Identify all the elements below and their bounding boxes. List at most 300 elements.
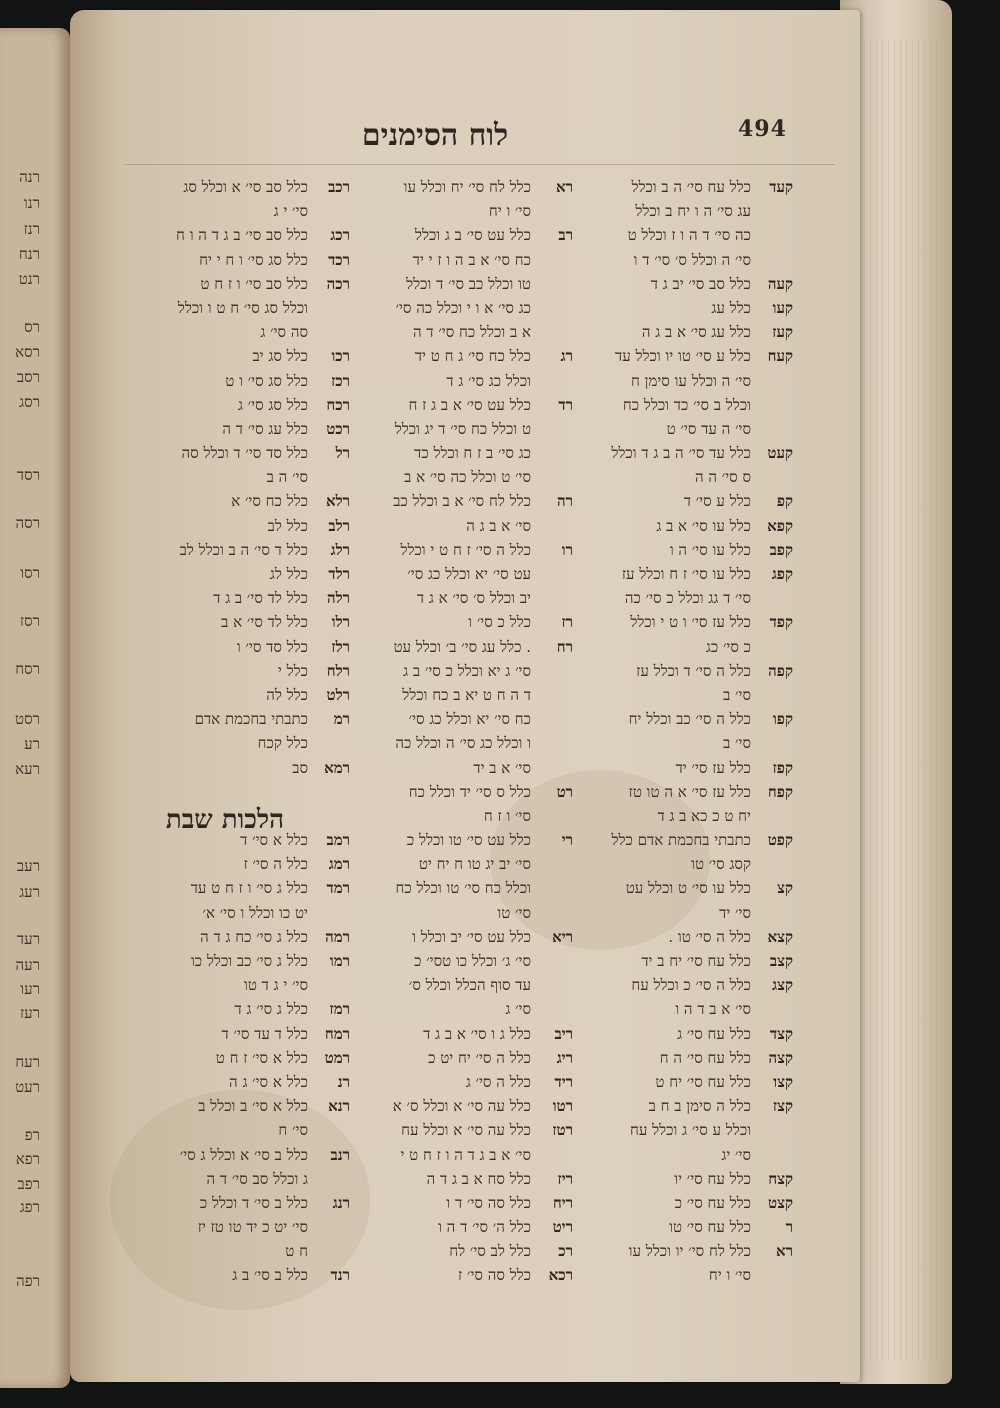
siman-label: רלז	[331, 637, 350, 656]
left-page-fragment: רע	[24, 735, 40, 753]
reference-text: כח סי׳ א ב ה ו ז י יד	[412, 250, 531, 269]
index-row	[333, 393, 573, 417]
index-row	[553, 1143, 793, 1167]
index-row	[333, 1046, 573, 1070]
index-row	[333, 1215, 573, 1239]
reference-text: סב	[292, 758, 308, 777]
siman-label: רמד	[326, 879, 350, 898]
reference-text: סי׳ ח	[278, 1121, 308, 1140]
left-page-fragment: רפ	[24, 1126, 40, 1144]
reference-text: כלל ה׳ סי׳ ד ה ו	[438, 1218, 531, 1237]
siman-label: רמח	[324, 1024, 350, 1043]
left-page-fragment: רעד	[16, 930, 40, 948]
siman-label: רנ	[337, 1072, 350, 1091]
reference-text: ו וכלל כג סי׳ ה וכלל כה	[395, 734, 531, 753]
index-row	[333, 1022, 573, 1046]
reference-text: כלל עו סי׳ א ב ג	[656, 516, 751, 535]
reference-text: כ סי׳ כג	[705, 637, 751, 656]
reference-text: כג סי׳ ב ז ח וכלל כד	[414, 444, 531, 463]
reference-text: כלל ע סי׳ טו יו וכלל עד	[615, 347, 751, 366]
siman-label: קפט	[767, 831, 793, 850]
siman-label: קצט	[768, 1193, 793, 1212]
index-row	[553, 973, 793, 997]
index-row	[333, 1191, 573, 1215]
siman-label: קפה	[768, 661, 793, 680]
index-row	[553, 344, 793, 368]
reference-text: כלל עה סי׳ א וכלל עח	[401, 1121, 531, 1140]
reference-text: וכלל ע סי׳ ג וכלל עח	[630, 1121, 751, 1140]
reference-text: כלל ע סי׳ ד	[683, 492, 751, 511]
index-row	[333, 973, 573, 997]
index-row	[110, 272, 350, 296]
page-number: 494	[738, 116, 787, 142]
index-row	[553, 852, 793, 876]
siman-label: קעט	[767, 444, 793, 463]
reference-text: כלל עז סי׳ א ה טו טז	[628, 782, 751, 801]
reference-text: כלל סב סי׳ יב ג ד	[650, 274, 751, 293]
reference-text: כלל עט סי׳ יב וכלל ו	[412, 927, 531, 946]
index-row	[553, 272, 793, 296]
siman-label: קצה	[768, 1048, 793, 1067]
reference-text: כלל כח סי׳ א	[231, 492, 308, 511]
siman-label: רל	[335, 444, 350, 463]
reference-text: כלל עח סי׳ יו	[674, 1169, 751, 1188]
index-row	[333, 1070, 573, 1094]
siman-label: רא	[556, 178, 573, 196]
siman-label: רז	[561, 613, 573, 632]
index-row	[553, 635, 793, 659]
reference-text: כלל עו סי׳ ז ח וכלל עז	[621, 565, 751, 583]
siman-label: קפז	[772, 758, 793, 777]
index-row	[110, 1046, 350, 1070]
index-row	[333, 199, 573, 223]
index-row	[553, 683, 793, 707]
index-row	[553, 1070, 793, 1094]
reference-text: סי׳ ב	[723, 685, 751, 704]
left-page-fragment: רסח	[15, 660, 40, 678]
index-row	[333, 296, 573, 320]
left-page	[0, 28, 70, 1388]
reference-text: כלל ג סי׳ כח ג ד ה	[200, 927, 308, 946]
reference-text: סי׳ ג	[505, 1000, 531, 1019]
reference-text: כלל לב סי׳ לח	[449, 1242, 531, 1261]
reference-text: כלל ה סי׳ טו .	[668, 927, 751, 946]
reference-text: כלל ה סי׳ ג	[465, 1072, 531, 1091]
index-row	[553, 731, 793, 755]
reference-text: כלל עח סי׳ ה ב וכלל	[631, 178, 751, 196]
reference-text: . כלל עג סי׳ ב׳ וכלל עט	[393, 637, 531, 656]
siman-label: רטו	[552, 1097, 573, 1116]
siman-label: רטז	[552, 1121, 573, 1140]
reference-text: ס סי׳ ה ה	[694, 468, 751, 487]
index-row	[553, 1239, 793, 1263]
index-row	[333, 562, 573, 586]
index-row	[110, 369, 350, 393]
index-row	[110, 925, 350, 949]
reference-text: סי׳ יב יג טו ח יח יט	[418, 855, 531, 874]
left-page-fragment: רנט	[18, 270, 40, 288]
index-row	[553, 756, 793, 780]
siman-label: רנד	[330, 1266, 350, 1285]
left-page-fragment: רעו	[20, 980, 40, 998]
left-page-fragment: רעז	[19, 1004, 40, 1022]
siman-label: ריח	[552, 1193, 573, 1212]
section-title: הלכות שבת	[165, 805, 285, 835]
siman-label: קעח	[767, 347, 793, 366]
reference-text: כלל סד סי׳ ו	[236, 637, 308, 656]
index-row	[333, 949, 573, 973]
left-page-fragment: רפא	[15, 1150, 40, 1168]
index-row	[333, 683, 573, 707]
index-row	[553, 538, 793, 562]
reference-text: כלל עח סי׳ כ	[674, 1193, 751, 1212]
left-page-fragment: רפה	[16, 1272, 40, 1290]
index-row	[110, 780, 350, 804]
index-row	[333, 489, 573, 513]
reference-text: כלל א סי׳ ד	[240, 831, 308, 850]
index-row	[110, 997, 350, 1021]
index-row	[110, 417, 350, 441]
index-row	[110, 296, 350, 320]
reference-text: קסג סי׳ טו	[691, 855, 751, 874]
left-page-fragment: רסט	[15, 710, 40, 728]
reference-text: עד סוף הכלל וכלל ס׳	[408, 976, 531, 995]
siman-label: רט	[556, 782, 573, 801]
siman-label: רה	[557, 492, 573, 511]
reference-text: כלל ה סי׳ ד וכלל עז	[636, 661, 751, 680]
reference-text: כלל עט סי׳ ב ג וכלל	[414, 226, 531, 245]
reference-text: סי׳ ג׳ וכלל כו טסי׳ כ	[414, 952, 531, 970]
siman-label: קצג	[772, 976, 793, 995]
index-row	[110, 465, 350, 489]
reference-text: כלל עג	[711, 298, 751, 317]
siman-label: קצו	[773, 1072, 793, 1091]
index-row	[110, 973, 350, 997]
reference-text: כלל לח סי׳ א ב וכלל כב	[393, 492, 531, 511]
reference-text: וכלל סג סי׳ ח ט ו וכלל	[177, 298, 308, 317]
siman-label: קפא	[767, 516, 793, 535]
reference-text: סי׳ יט כ יד טו טז יז	[197, 1218, 308, 1237]
index-row	[110, 441, 350, 465]
siman-label: קצב	[769, 952, 793, 970]
index-row	[110, 1022, 350, 1046]
page-header: לוח הסימנים	[361, 118, 509, 153]
index-column-2	[333, 175, 573, 1288]
index-row	[553, 659, 793, 683]
reference-text: כלל עח סי׳ טו	[669, 1218, 751, 1237]
reference-text: כלל ס סי׳ יד וכלל כח	[408, 782, 531, 801]
left-page-fragment: רס	[24, 318, 40, 336]
siman-label: ריב	[554, 1024, 573, 1043]
left-page-fragment: רעב	[16, 857, 40, 875]
index-row	[553, 369, 793, 393]
index-row	[333, 369, 573, 393]
reference-text: ח ט	[285, 1242, 308, 1261]
reference-text: כלל עט סי׳ א ב ג ז ח	[408, 395, 531, 414]
siman-label: קעד	[769, 178, 793, 196]
index-row	[110, 756, 350, 780]
reference-text: כלל עח סי׳ יח ב יד	[641, 952, 751, 970]
index-row	[110, 344, 350, 368]
index-row	[553, 876, 793, 900]
siman-label: רכג	[330, 226, 350, 245]
reference-text: כלל עו סי׳ ט וכלל עט	[625, 879, 751, 898]
index-row	[333, 780, 573, 804]
reference-text: טו וכלל כב סי׳ ד וכלל	[406, 274, 531, 293]
index-row	[110, 683, 350, 707]
reference-text: ג וכלל סב סי׳ ד ה	[206, 1169, 308, 1188]
reference-text: כלל עח סי׳ ה ח	[659, 1048, 751, 1067]
index-row	[553, 997, 793, 1021]
reference-text: כלל סב סי׳ ב ג ד ה ו ח	[176, 226, 308, 245]
reference-text: וכלל כח סי׳ טו וכלל כח	[395, 879, 531, 898]
index-row	[333, 901, 573, 925]
index-row	[553, 489, 793, 513]
reference-text: כלל סג סי׳ ו ח י יח	[199, 250, 308, 269]
index-row	[333, 1118, 573, 1142]
index-row	[110, 1191, 350, 1215]
siman-label: רכד	[328, 250, 350, 269]
header-rule	[125, 164, 835, 165]
index-row	[553, 610, 793, 634]
reference-text: כלל לד סי׳ א ב	[221, 613, 308, 632]
index-row	[110, 393, 350, 417]
reference-text: עט סי׳ יא וכלל כג סי׳	[407, 565, 531, 583]
left-page-fragment: רנח	[18, 245, 40, 263]
reference-text: יט כו וכלל ו סי׳ א׳	[202, 903, 308, 922]
reference-text: כלל עו סי׳ ה ו	[669, 540, 751, 559]
left-page-fragment: רסד	[16, 466, 40, 484]
index-row	[553, 1094, 793, 1118]
index-row	[553, 441, 793, 465]
index-row	[553, 1118, 793, 1142]
reference-text: כלל ב סי׳ ד וכלל כ	[199, 1193, 308, 1212]
index-row	[333, 272, 573, 296]
reference-text: וכלל ב סי׳ כד וכלל כח	[622, 395, 751, 414]
reference-text: סי׳ י ג	[273, 202, 308, 221]
index-row	[110, 1239, 350, 1263]
reference-text: כלל ה סי׳ ז ח ט י וכלל	[400, 540, 531, 559]
siman-label: רב	[558, 226, 573, 245]
siman-label: קצ	[777, 879, 793, 898]
index-row	[333, 248, 573, 272]
left-page-fragment: רנז	[23, 220, 40, 238]
index-row	[110, 852, 350, 876]
reference-text: כלל ד סי׳ ה ב וכלל לב	[179, 540, 308, 559]
index-row	[553, 393, 793, 417]
index-row	[333, 223, 573, 247]
siman-label: ריג	[556, 1048, 573, 1067]
index-row	[553, 804, 793, 828]
reference-text: כלל עג סי׳ ד ה	[222, 419, 308, 438]
siman-label: רד	[558, 395, 573, 414]
index-row	[553, 1215, 793, 1239]
reference-text: כלל א סי׳ ב וכלל ב	[198, 1097, 308, 1116]
siman-label: קפ	[776, 492, 793, 511]
reference-text: א ב וכלל כח סי׳ ד ה	[412, 323, 531, 342]
siman-label: קעה	[767, 274, 793, 293]
reference-text: כתבתי בחכמת אדם	[194, 710, 308, 729]
index-row	[110, 610, 350, 634]
index-row	[553, 1167, 793, 1191]
index-row	[333, 731, 573, 755]
siman-label: רלד	[328, 565, 350, 583]
reference-text: כלל עט סי׳ טו וכלל כ	[406, 831, 531, 850]
left-page-fragment: רסה	[15, 514, 40, 532]
reference-text: סי׳ ה וכלל עו סימן ח	[631, 371, 751, 390]
index-row	[333, 1143, 573, 1167]
siman-label: קצד	[769, 1024, 793, 1043]
reference-text: כלל סג יב	[252, 347, 308, 366]
reference-text: כלל ב סי׳ ב ג	[232, 1266, 308, 1285]
index-row	[110, 1118, 350, 1142]
index-row	[110, 199, 350, 223]
siman-label: רלא	[325, 492, 350, 511]
siman-label: רכז	[331, 371, 350, 390]
reference-text: כלל כח סי׳ ג ח ט יד	[414, 347, 531, 366]
reference-text: סי׳ ד גג וכלל כ סי׳ כה	[624, 589, 751, 608]
reference-text: כלל לג	[269, 565, 308, 583]
index-row	[553, 199, 793, 223]
reference-text: כלל י	[277, 661, 308, 680]
left-page-fragment: רפב	[17, 1175, 40, 1193]
left-page-fragment: רעח	[15, 1053, 40, 1071]
left-page-fragment: רסג	[19, 393, 40, 411]
reference-text: סי׳ ה וכלל ס׳ סי׳ ד ו	[633, 250, 751, 269]
siman-label: ריט	[552, 1218, 573, 1237]
reference-text: כלל סח א ב ג ד ה	[426, 1169, 531, 1188]
reference-text: כלל עה סי׳ א וכלל ס׳ א	[392, 1097, 531, 1116]
index-row	[553, 1046, 793, 1070]
reference-text: כלל לב	[267, 516, 308, 535]
reference-text: סי׳ ט וכלל כה סי׳ א ב	[404, 468, 531, 487]
index-row	[110, 1263, 350, 1287]
index-row	[333, 635, 573, 659]
index-row	[110, 876, 350, 900]
reference-text: כלל ג ו סי׳ א ב ג ד	[423, 1024, 531, 1043]
siman-label: רי	[561, 831, 573, 850]
siman-label: רכב	[328, 178, 350, 196]
index-row	[110, 635, 350, 659]
siman-label: רמב	[326, 831, 350, 850]
index-row	[553, 296, 793, 320]
index-row	[110, 248, 350, 272]
index-row	[553, 514, 793, 538]
left-page-fragment: רפג	[19, 1198, 40, 1216]
index-row	[333, 441, 573, 465]
reference-text: כלל ב סי׳ א וכלל ג סי׳	[179, 1145, 308, 1164]
index-row	[553, 1263, 793, 1287]
siman-label: קעז	[772, 323, 793, 342]
siman-label: קפח	[767, 782, 793, 801]
left-page-fragment: רעט	[15, 1078, 40, 1096]
reference-text: כלל ה סי׳ ז	[243, 855, 308, 874]
siman-label: רמז	[329, 1000, 350, 1019]
index-row	[110, 489, 350, 513]
index-row	[333, 756, 573, 780]
index-row	[110, 223, 350, 247]
index-row	[333, 876, 573, 900]
siman-label: קפד	[769, 613, 793, 632]
reference-text: כלל א סי׳ ג ה	[229, 1072, 308, 1091]
siman-label: רלה	[326, 589, 350, 608]
index-row	[333, 465, 573, 489]
siman-label: רלט	[326, 685, 350, 704]
reference-text: וכלל כג סי׳ ג ד	[446, 371, 531, 390]
siman-label: קעו	[772, 298, 793, 317]
index-row	[110, 707, 350, 731]
index-row	[333, 344, 573, 368]
left-page-fragment: רסב	[16, 368, 40, 386]
index-row	[333, 852, 573, 876]
index-column-3	[110, 175, 350, 1288]
siman-label: ר	[785, 1218, 793, 1237]
index-row	[110, 1070, 350, 1094]
siman-label: רו	[561, 540, 573, 559]
index-row	[110, 562, 350, 586]
siman-label: רח	[556, 637, 573, 656]
index-row	[333, 610, 573, 634]
siman-label: קצא	[767, 927, 793, 946]
index-row	[110, 731, 350, 755]
reference-text: כלל ד עד סי׳ ד	[221, 1024, 308, 1043]
siman-label: רמו	[329, 952, 350, 970]
index-row	[110, 1167, 350, 1191]
index-row	[110, 1094, 350, 1118]
index-row	[333, 828, 573, 852]
reference-text: כלל כ סי׳ ו	[468, 613, 531, 632]
siman-label: רמ	[333, 710, 350, 729]
siman-label: קצז	[772, 1097, 793, 1116]
reference-text: סי׳ טו	[497, 903, 531, 922]
reference-text: כלל סב סי׳ ו ז ח ט	[200, 274, 308, 293]
reference-text: סי׳ ו ז ח	[483, 806, 531, 825]
siman-label: רלח	[326, 661, 350, 680]
left-page-fragment: רסו	[20, 564, 40, 582]
main-page	[70, 10, 860, 1382]
siman-label: רכח	[326, 395, 350, 414]
reference-text: יח ט כ כא ב ג ד	[657, 806, 751, 825]
siman-label: רלב	[328, 516, 350, 535]
index-row	[553, 901, 793, 925]
index-row	[553, 175, 793, 199]
index-row	[333, 659, 573, 683]
reference-text: סי׳ א ב ג ד ה ו ז ח ט י	[400, 1145, 531, 1164]
left-page-fragment: רסז	[19, 612, 40, 630]
reference-text: כלל לח סי׳ יח וכלל עו	[403, 178, 531, 196]
index-row	[110, 538, 350, 562]
siman-label: רג	[560, 347, 573, 366]
reference-text: כלל סב סי׳ א וכלל סג	[183, 178, 308, 196]
index-row	[333, 925, 573, 949]
index-row	[553, 1022, 793, 1046]
reference-text: כלל ג סי׳ ג ד	[234, 1000, 308, 1019]
siman-label: רמג	[328, 855, 350, 874]
siman-label: רמה	[325, 927, 350, 946]
index-row	[553, 1191, 793, 1215]
reference-text: כלל ג סי׳ כב וכלל כו	[190, 952, 308, 970]
index-row	[110, 1143, 350, 1167]
reference-text: כלל סה סי׳ ד ו	[446, 1193, 531, 1212]
siman-label: קפב	[769, 540, 793, 559]
index-row	[553, 465, 793, 489]
reference-text: סי׳ יג	[721, 1145, 751, 1164]
index-row	[110, 514, 350, 538]
index-row	[553, 223, 793, 247]
index-row	[553, 562, 793, 586]
siman-label: קצח	[768, 1169, 793, 1188]
index-row	[333, 417, 573, 441]
